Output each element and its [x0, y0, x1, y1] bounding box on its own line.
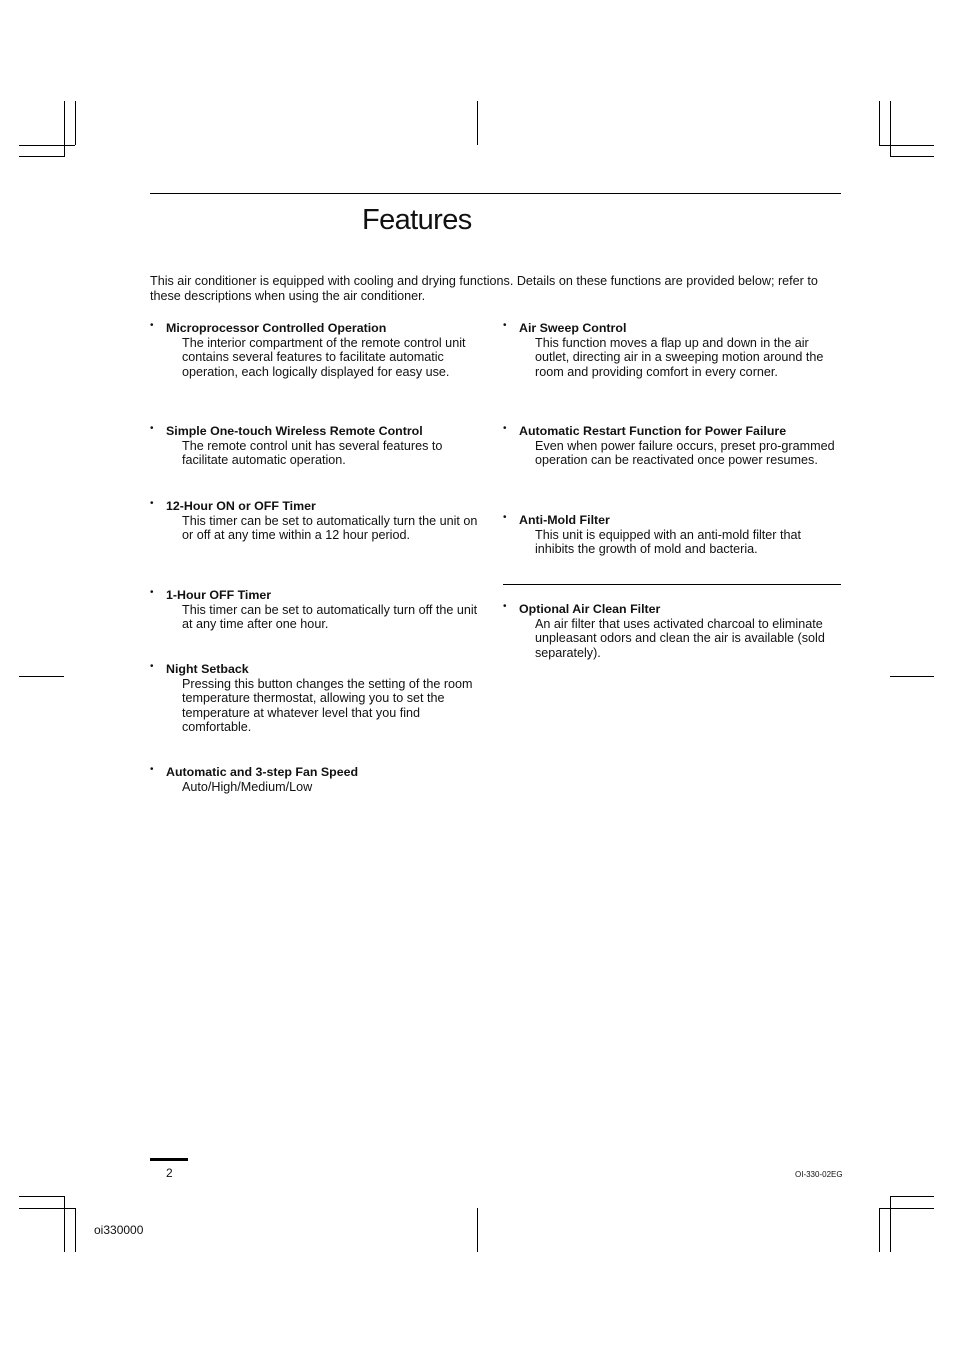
bullet: •: [150, 498, 154, 509]
feature-title: Simple One-touch Wireless Remote Control: [166, 424, 423, 438]
crop-mark: [75, 101, 76, 145]
feature-description: This unit is equipped with an anti-mold filter that inhibits the growth of mold and bacteria.: [535, 527, 802, 557]
feature-description: The interior compartment of the remote control unit contains several features to facilitate automatic operation, each logically displayed for easy use.: [182, 335, 466, 379]
feature-title: 12-Hour ON or OFF Timer: [166, 499, 316, 513]
page-number: 2: [166, 1166, 173, 1180]
feature-title: 1-Hour OFF Timer: [166, 588, 272, 602]
bullet: •: [150, 320, 154, 331]
feature-title: Microprocessor Controlled Operation: [166, 321, 387, 335]
crop-mark: [890, 156, 934, 157]
bullet: •: [503, 423, 507, 434]
crop-mark: [19, 676, 64, 677]
feature-description: Even when power failure occurs, preset pro-grammed operation can be reactivated once power resumes.: [535, 438, 835, 468]
bullet: •: [150, 764, 154, 775]
crop-mark: [890, 101, 891, 157]
crop-mark: [890, 1196, 891, 1252]
crop-mark: [890, 1196, 934, 1197]
crop-mark: [75, 1208, 76, 1252]
feature-description: This function moves a flap up and down in the air outlet, directing air in a sweeping motion around the room and providing comfort in every corner.: [535, 335, 824, 379]
bullet: •: [503, 601, 507, 612]
page-number-bar: [150, 1158, 188, 1161]
feature-title: Anti-Mold Filter: [519, 513, 610, 527]
feature-description: An air filter that uses activated charcoal to eliminate unpleasant odors and clean the air is available (sold separately).: [535, 616, 825, 660]
feature-description: The remote control unit has several features to facilitate automatic operation.: [182, 438, 443, 468]
crop-mark: [19, 1196, 64, 1197]
section-divider: [503, 584, 841, 585]
feature-description: Pressing this button changes the setting of the room temperature thermostat, allowing you to set the temperature at whatever level that you find comfortable.: [182, 676, 473, 735]
crop-mark: [879, 101, 880, 145]
crop-mark: [477, 1208, 478, 1252]
bullet: •: [150, 587, 154, 598]
feature-title: Automatic and 3-step Fan Speed: [166, 765, 359, 779]
crop-mark: [879, 1208, 880, 1252]
crop-mark: [19, 156, 64, 157]
bullet: •: [503, 512, 507, 523]
crop-mark: [19, 145, 75, 146]
intro-paragraph: This air conditioner is equipped with cooling and drying functions. Details on these functions are provided below; refer to these descriptions when using the air conditioner.: [150, 274, 818, 303]
crop-mark: [879, 1208, 934, 1209]
feature-description: Auto/High/Medium/Low: [182, 779, 313, 794]
crop-mark: [477, 101, 478, 145]
feature-description: This timer can be set to automatically turn off the unit at any time after one hour.: [182, 602, 478, 632]
header-rule: [150, 193, 841, 194]
bullet: •: [503, 320, 507, 331]
document-code: OI-330-02EG: [795, 1170, 843, 1179]
crop-mark: [19, 1208, 75, 1209]
crop-mark: [879, 145, 934, 146]
feature-description: This timer can be set to automatically turn the unit on or off at any time within a 12 hour period.: [182, 513, 478, 543]
feature-title: Optional Air Clean Filter: [519, 602, 661, 616]
bullet: •: [150, 661, 154, 672]
bullet: •: [150, 423, 154, 434]
feature-title: Air Sweep Control: [519, 321, 627, 335]
crop-mark: [64, 101, 65, 157]
feature-title: Automatic Restart Function for Power Failure: [519, 424, 787, 438]
feature-title: Night Setback: [166, 662, 249, 676]
page-title: Features: [362, 204, 472, 236]
file-code: oi330000: [94, 1223, 144, 1237]
crop-mark: [890, 676, 934, 677]
crop-mark: [64, 1196, 65, 1252]
